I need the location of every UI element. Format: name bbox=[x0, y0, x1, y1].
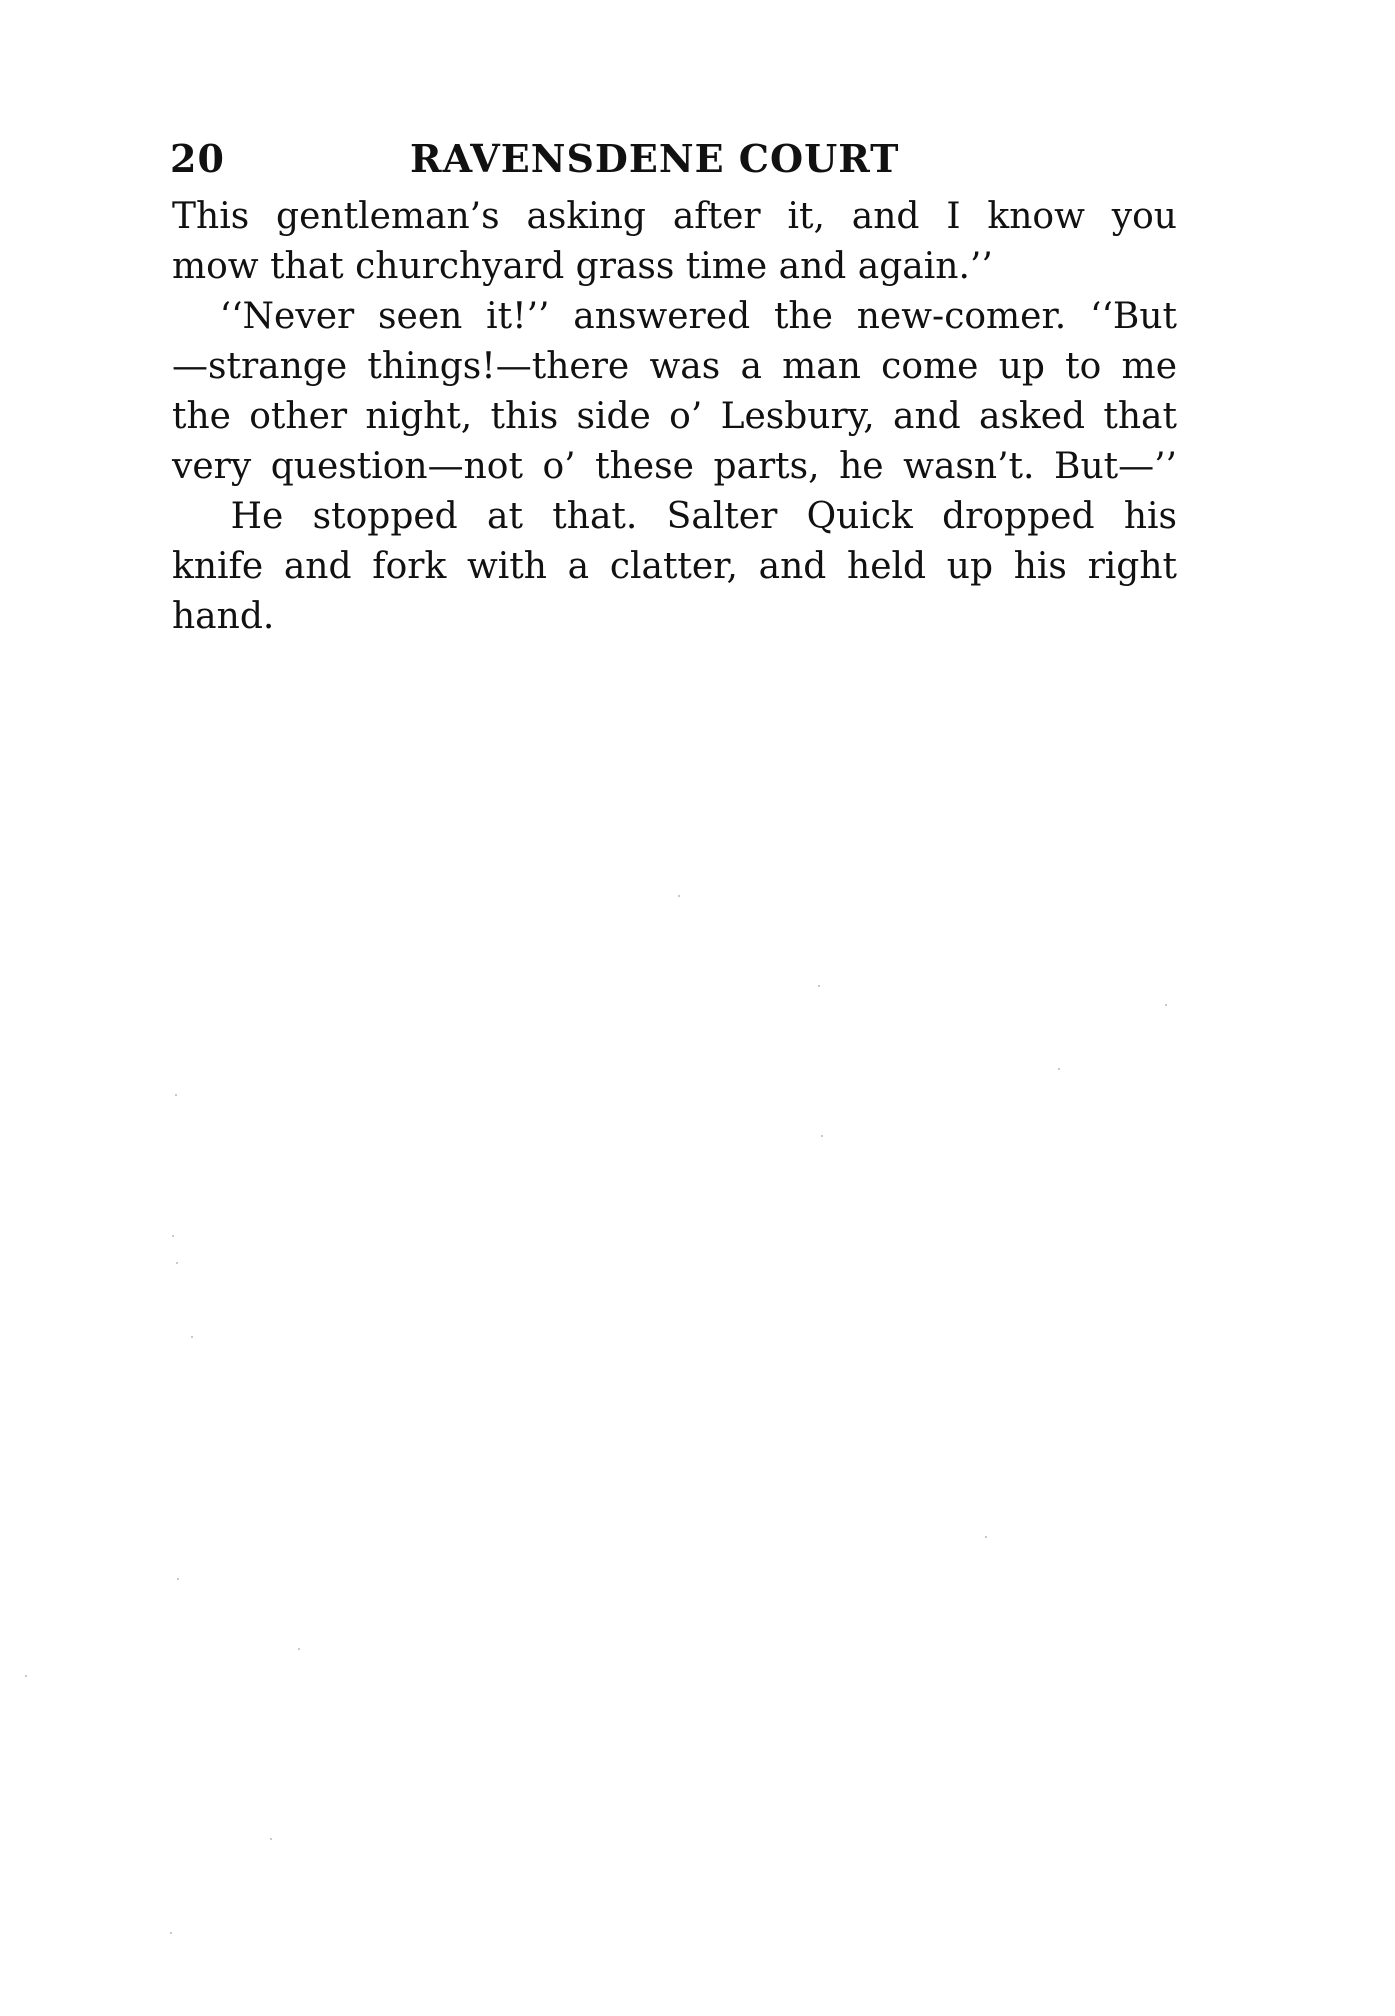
running-head: RAVENSDENE COURT bbox=[410, 136, 900, 181]
text-line: hand. bbox=[172, 596, 275, 637]
scan-speck bbox=[170, 1932, 172, 1934]
text-line: He stopped at that. Salter Quick dropped his bbox=[172, 496, 1177, 537]
text-line: This gentleman’s asking after it, and I know you bbox=[172, 196, 1177, 237]
text-line: mow that churchyard grass time and again.’’ bbox=[172, 246, 993, 287]
scan-speck bbox=[172, 1235, 174, 1237]
scan-speck bbox=[1165, 1004, 1167, 1006]
text-line: ‘‘Never seen it!’’ answered the new-comer. ‘‘But bbox=[172, 296, 1177, 337]
page-number: 20 bbox=[170, 136, 225, 181]
page-header bbox=[170, 136, 1180, 188]
text-line: knife and fork with a clatter, and held up his right bbox=[172, 546, 1177, 587]
scan-speck bbox=[298, 1648, 300, 1650]
text-line: very question—not o’ these parts, he wasn’t. But—’’ bbox=[172, 446, 1177, 487]
scan-speck bbox=[177, 1578, 179, 1580]
scan-speck bbox=[821, 1135, 823, 1137]
scan-speck bbox=[175, 1094, 177, 1096]
body-text bbox=[172, 192, 1177, 642]
scan-speck bbox=[270, 1838, 272, 1840]
text-line: —strange things!—there was a man come up to me bbox=[172, 346, 1177, 387]
scan-speck bbox=[25, 1675, 27, 1677]
scan-speck bbox=[176, 1262, 178, 1264]
scan-speck bbox=[985, 1536, 987, 1538]
scan-speck bbox=[678, 895, 680, 897]
scan-speck bbox=[1058, 1068, 1060, 1070]
scan-speck bbox=[191, 1336, 193, 1338]
text-line: the other night, this side o’ Lesbury, and asked that bbox=[172, 396, 1177, 437]
scan-speck bbox=[818, 985, 820, 987]
